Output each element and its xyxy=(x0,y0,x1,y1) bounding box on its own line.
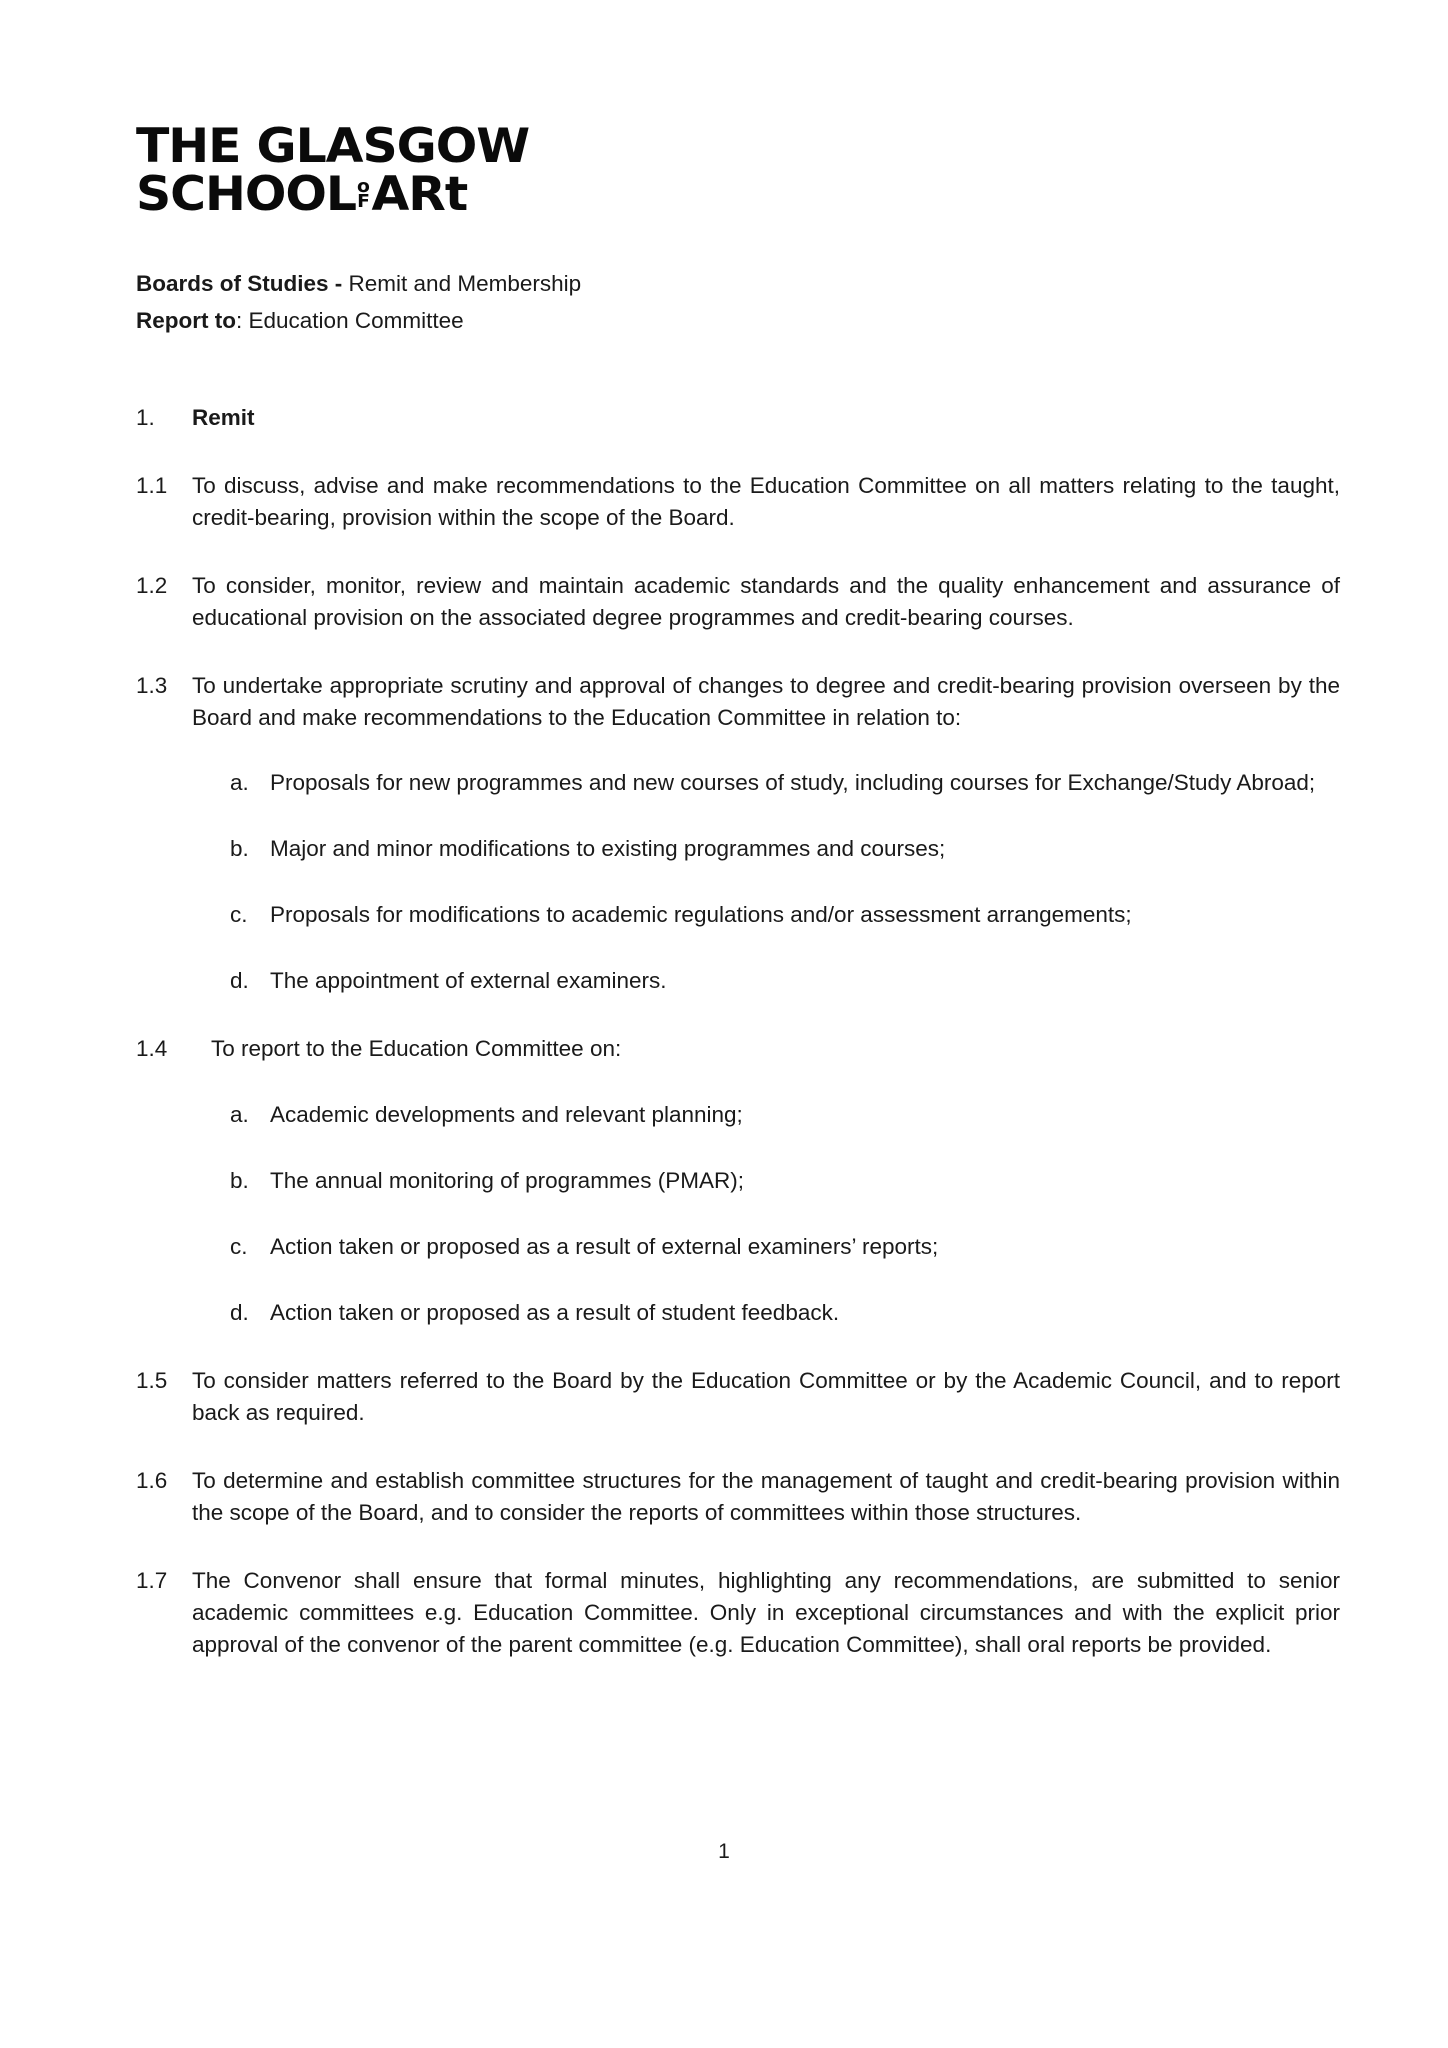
sublist-text: Action taken or proposed as a result of external examiners’ reports; xyxy=(270,1234,939,1259)
document-body xyxy=(136,268,1340,1660)
clause-text: To determine and establish committee structures for the management of taught and credit-bearing provision within the scope of the Board, and to consider the reports of committees within those structures. xyxy=(192,1467,1340,1525)
clause-1-3 xyxy=(136,670,1340,734)
logo-of-f: F xyxy=(357,191,370,213)
sublist-text: Major and minor modifications to existing programmes and courses; xyxy=(270,836,946,862)
clause-1-1 xyxy=(136,470,1340,534)
sublist-item xyxy=(230,1099,1340,1131)
clause-text: To consider, monitor, review and maintain academic standards and the quality enhancement and assurance of educational provision on the associated degree programmes and credit-bearing courses. xyxy=(192,572,1340,630)
gsa-logo xyxy=(136,119,606,223)
sublist-1-3 xyxy=(136,767,1340,997)
logo-of-o: o xyxy=(357,176,370,197)
sublist-item xyxy=(230,1165,1340,1197)
sublist-item xyxy=(230,1297,1340,1329)
logo-word-school: SCHOOL xyxy=(136,167,357,223)
logo-line-the-glasgow: THE GLASGOW xyxy=(136,119,530,174)
clause-1-6 xyxy=(136,1465,1340,1529)
sublist-item xyxy=(230,1231,1340,1263)
clause-1-7 xyxy=(136,1565,1340,1661)
sublist-marker: d. xyxy=(230,1299,249,1325)
clause-number: 1.3 xyxy=(136,672,168,698)
sublist-item xyxy=(230,899,1340,931)
clause-number: 1.1 xyxy=(136,472,168,498)
clause-1-2 xyxy=(136,570,1340,634)
clause-1-4 xyxy=(136,1033,1340,1065)
section-title-text: Remit xyxy=(192,404,255,430)
sublist-text: Proposals for new programmes and new courses of study, including courses for Exchange/Study Abroad; xyxy=(270,770,1316,796)
sublist-1-4 xyxy=(136,1099,1340,1329)
logo-word-art: ARt xyxy=(371,167,468,223)
clause-number: 1.4 xyxy=(136,1036,168,1062)
sublist-marker: d. xyxy=(230,968,249,994)
sublist-item xyxy=(230,965,1340,997)
sublist-marker: b. xyxy=(230,836,249,862)
section-number: 1. xyxy=(136,404,155,430)
logo-stacked-of xyxy=(357,176,370,213)
clause-text: To undertake appropriate scrutiny and approval of changes to degree and credit-bearing provision overseen by the Board and make recommendations to the Education Committee in relation to: xyxy=(192,672,1340,730)
logo-line-school-of-art xyxy=(136,167,625,223)
page-number: 1 xyxy=(718,1840,730,1863)
sublist-text: Academic developments and relevant planning; xyxy=(270,1102,743,1128)
heading-report-rest: : Education Committee xyxy=(236,307,464,333)
document-heading xyxy=(136,268,1340,337)
sublist-item xyxy=(230,833,1340,865)
sublist-text: The appointment of external examiners. xyxy=(270,968,667,994)
sublist-marker: a. xyxy=(230,770,249,796)
heading-report-bold: Report to xyxy=(136,307,236,333)
clause-text: To consider matters referred to the Board by the Education Committee or by the Academic Council, and to report back as required. xyxy=(192,1367,1340,1425)
sublist-marker: b. xyxy=(230,1168,249,1194)
heading-title-line xyxy=(136,268,1340,300)
sublist-text: Proposals for modifications to academic regulations and/or assessment arrangements; xyxy=(270,902,1132,928)
sublist-marker: a. xyxy=(230,1102,249,1128)
section-heading-remit xyxy=(136,402,1340,434)
clause-1-5 xyxy=(136,1365,1340,1429)
sublist-marker: c. xyxy=(230,902,248,928)
clause-number: 1.7 xyxy=(136,1567,168,1593)
sublist-text: The annual monitoring of programmes (PMAR); xyxy=(270,1168,744,1194)
heading-title-rest: Remit and Membership xyxy=(342,271,582,296)
clause-text: To report to the Education Committee on: xyxy=(211,1036,622,1062)
heading-title-bold: Boards of Studies - xyxy=(136,271,343,296)
clause-number: 1.5 xyxy=(136,1367,168,1393)
clause-text: The Convenor shall ensure that formal minutes, highlighting any recommendations, are submitted to senior academic committees e.g. Education Committee. Only in exceptional circumstances and with the explicit prior approval of the convenor of the parent committee (e.g. Education Committee), shall oral reports be provided. xyxy=(192,1567,1340,1657)
sublist-text: Action taken or proposed as a result of student feedback. xyxy=(270,1299,840,1325)
sublist-item xyxy=(230,767,1340,799)
clause-number: 1.6 xyxy=(136,1467,168,1493)
clause-number: 1.2 xyxy=(136,572,168,598)
sublist-marker: c. xyxy=(230,1234,248,1259)
clause-text: To discuss, advise and make recommendations to the Education Committee on all matters relating to the taught, credit-bearing, provision within the scope of the Board. xyxy=(192,472,1340,530)
heading-report-line xyxy=(136,305,1340,337)
